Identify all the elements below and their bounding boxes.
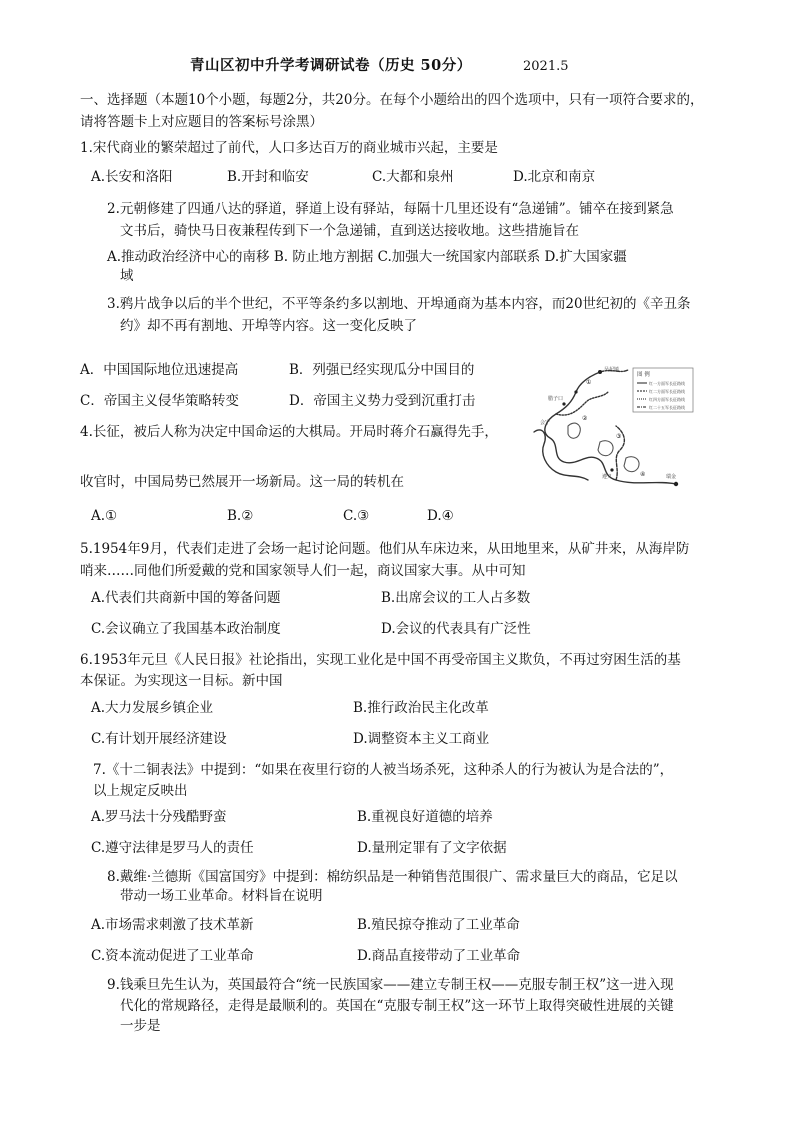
q7-stem-line2: 以上规定反映出 — [93, 783, 188, 799]
q1-stem: 1.宋代商业的繁荣超过了前代，人口多达百万的商业城市兴起，主要是 — [80, 140, 498, 156]
marker-wuqi — [598, 370, 602, 374]
legend-label-2: 红二方面军长征路线 — [649, 389, 685, 394]
section-heading-line1: 一、选择题（本题10个小题，每题2分，共20分。在每个小题给出的四个选项中，只有一项符合要求的， — [80, 92, 704, 108]
label-ruijin: 瑞金 — [666, 474, 677, 480]
label-lazikou: 腊子口 — [548, 396, 564, 402]
q2-options: A.推动政治经济中心的南移 B. 防止地方割据 C.加强大一统国家内部联系 D.扩大国家疆 — [107, 249, 627, 265]
long-march-map — [516, 362, 696, 492]
section-heading-line2: 请将答题卡上对应题目的答案标号涂黑） — [80, 114, 323, 130]
marker-lazikou — [562, 402, 565, 405]
q3-stem-line2: 约》却不再有割地、开埠等内容。这一变化反映了 — [120, 318, 417, 334]
q9-stem-line2: 代化的常规路径，走得是最顺利的。英国在“克服专制王权”这一环节上取得突破性进展的关键 — [120, 998, 674, 1014]
q5-option-a: A.代表们共商新中国的筹备问题 — [91, 590, 281, 606]
q5-stem-line1: 5.1954年9月，代表们走进了会场一起讨论问题。他们从车床边来，从田地里来，从矿井来，从海岸防 — [80, 541, 690, 557]
legend-label-3: 红四方面军长征路线 — [649, 397, 685, 402]
q9-stem-line1: 9.钱乘旦先生认为，英国最符合“统一民族国家——建立专制王权——克服专制王权”这一进入现 — [107, 977, 674, 993]
q3-option-c: C．帝国主义侵华策略转变 — [80, 393, 239, 409]
map-region-1 — [568, 423, 580, 438]
label-huining: 会宁 — [540, 420, 551, 426]
q6-option-a: A.大力发展乡镇企业 — [91, 700, 214, 716]
marker-huining — [574, 390, 577, 393]
exam-title: 青山区初中升学考调研试卷（历史 50分） — [190, 57, 472, 74]
q1-option-d: D.北京和南京 — [513, 169, 596, 185]
q7-option-a: A.罗马法十分残酷野蛮 — [91, 809, 227, 825]
q4-option-b: B.② — [227, 508, 254, 524]
q5-option-c: C.会议确立了我国基本政治制度 — [91, 621, 281, 637]
map-mark-3: ③ — [616, 433, 622, 440]
q8-option-c: C.资本流动促进了工业革命 — [91, 948, 254, 964]
q7-stem-line1: 7.《十二铜表法》中提到：“如果在夜里行窃的人被当场杀死，这种杀人的行为被认为是合法的”， — [93, 762, 674, 778]
exam-date: 2021.5 — [523, 59, 569, 74]
q8-stem-line1: 8.戴维·兰德斯《国富国穷》中提到：棉纺织品是一种销售范围很广、需求量巨大的商品，它足以 — [107, 869, 678, 885]
q6-option-b: B.推行政治民主化改革 — [353, 700, 489, 716]
map-mark-4: ④ — [640, 471, 646, 478]
q1-option-b: B.开封和临安 — [227, 169, 309, 185]
q3-stem-line1: 3.鸦片战争以后的半个世纪，不平等条约多以割地、开埠通商为基本内容，而20世纪初的《辛丑条 — [107, 296, 691, 312]
q4-stem-line2: 收官时，中国局势已然展开一场新局。这一局的转机在 — [80, 474, 404, 490]
map-mark-2: ② — [582, 415, 588, 422]
q5-option-d: D.会议的代表具有广泛性 — [381, 621, 531, 637]
map-mark-1: ① — [586, 379, 592, 386]
label-zunyi: 遵义 — [602, 474, 613, 480]
q2-options-wrap: 域 — [120, 268, 134, 284]
q4-option-c: C.③ — [343, 508, 370, 524]
map-region-3 — [624, 457, 639, 472]
q6-option-d: D.调整资本主义工商业 — [353, 731, 490, 747]
q6-stem-line2: 本保证。为实现这一目标。新中国 — [80, 673, 283, 689]
q5-stem-line2: 哨来……同他们所爱戴的党和国家领导人们一起，商议国家大事。从中可知 — [80, 563, 526, 579]
q7-option-c: C.遵守法律是罗马人的责任 — [91, 840, 254, 856]
q4-option-a: A.① — [91, 508, 118, 524]
q8-option-a: A.市场需求刺激了技术革新 — [91, 917, 254, 933]
q5-option-b: B.出席会议的工人占多数 — [381, 590, 531, 606]
q6-stem-line1: 6.1953年元旦《人民日报》社论指出，实现工业化是中国不再受帝国主义欺负，不再过穷困生活的基 — [80, 652, 681, 668]
q7-option-b: B.重视良好道德的培养 — [357, 809, 493, 825]
legend-label-1: 红一方面军长征路线 — [649, 381, 685, 386]
q9-stem-line3: 一步是 — [120, 1018, 161, 1034]
legend-label-4: 红二十五军长征路线 — [649, 405, 685, 410]
map-region-2 — [598, 441, 613, 456]
q2-stem-line1: 2.元朝修建了四通八达的驿道，驿道上设有驿站，每隔十几里还设有“急递铺”。铺卒在接到紧急 — [107, 201, 674, 217]
q3-option-a: A．中国国际地位迅速提高 — [80, 362, 239, 378]
map-legend-title: 图 例 — [637, 372, 650, 378]
q4-option-d: D.④ — [427, 508, 454, 524]
q8-option-d: D.商品直接带动了工业革命 — [357, 948, 521, 964]
q7-option-d: D.量刑定罪有了文字依据 — [357, 840, 507, 856]
q2-stem-line2: 文书后，骑快马日夜兼程传到下一个急递铺，直到送达接收地。这些措施旨在 — [120, 223, 579, 239]
q8-stem-line2: 带动一场工业革命。材料旨在说明 — [120, 888, 323, 904]
q8-option-b: B.殖民掠夺推动了工业革命 — [357, 917, 520, 933]
marker-zunyi — [610, 468, 613, 471]
q1-option-c: C.大都和泉州 — [372, 169, 454, 185]
label-wuqi: 吴起镇 — [604, 367, 620, 373]
route-west-loop — [534, 430, 588, 480]
q3-option-b: B．列强已经实现瓜分中国目的 — [289, 362, 475, 378]
q1-option-a: A.长安和洛阳 — [91, 169, 173, 185]
q3-option-d: D．帝国主义势力受到沉重打击 — [289, 393, 476, 409]
q4-stem-line1: 4.长征，被后人称为决定中国命运的大棋局。开局时蒋介石赢得先手， — [80, 424, 498, 440]
marker-ruijin — [674, 482, 678, 486]
q6-option-c: C.有计划开展经济建设 — [91, 731, 227, 747]
